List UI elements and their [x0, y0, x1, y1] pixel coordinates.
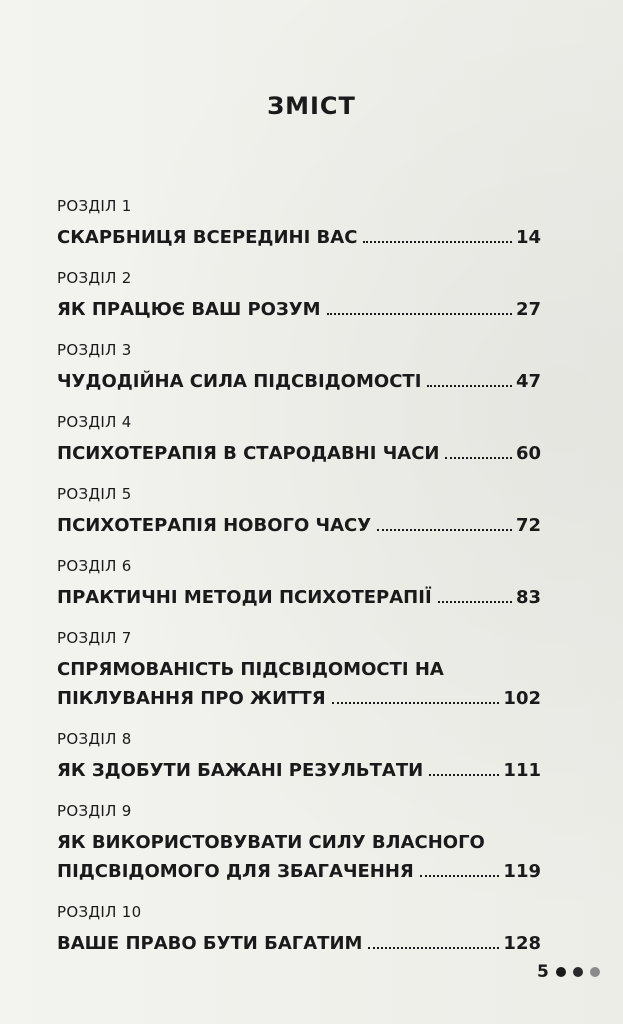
chapter-title-line: СКАРБНИЦЯ ВСЕРЕДИНІ ВАС — [57, 227, 358, 248]
dot-leader — [420, 875, 500, 877]
dot-leader — [429, 774, 499, 776]
chapter-title-line: ЯК ЗДОБУТИ БАЖАНІ РЕЗУЛЬТАТИ — [57, 760, 424, 781]
page-ref: 14 — [515, 227, 541, 248]
page-ref: 111 — [503, 760, 541, 781]
chapter-label: РОЗДІЛ 4 — [57, 413, 132, 431]
page-ref: 83 — [515, 587, 541, 608]
dot-leader — [363, 241, 512, 243]
page-footer — [537, 962, 600, 982]
chapter-title-row — [57, 439, 541, 468]
toc-entry — [57, 729, 541, 785]
toc-entry — [57, 484, 541, 540]
page-ref: 72 — [515, 515, 541, 536]
page-ref: 27 — [515, 299, 541, 320]
chapter-title-line: ПІДСВІДОМОГО ДЛЯ ЗБАГАЧЕННЯ — [57, 861, 414, 882]
dot-leader — [377, 529, 512, 531]
chapter-label: РОЗДІЛ 1 — [57, 197, 132, 215]
chapter-label: РОЗДІЛ 8 — [57, 730, 132, 748]
chapter-title-row — [57, 929, 541, 958]
dot-leader — [427, 385, 512, 387]
toc-entry — [57, 801, 541, 886]
dot-leader — [368, 947, 499, 949]
dot-leader — [445, 457, 511, 459]
chapter-label: РОЗДІЛ 5 — [57, 485, 132, 503]
toc-entry — [57, 268, 541, 324]
toc-entry — [57, 556, 541, 612]
toc-entry — [57, 196, 541, 252]
page-ref: 102 — [503, 688, 541, 709]
toc-list — [57, 196, 541, 974]
chapter-label: РОЗДІЛ 3 — [57, 341, 132, 359]
chapter-title-row — [57, 756, 541, 785]
chapter-label: РОЗДІЛ 6 — [57, 557, 132, 575]
dot-1 — [556, 967, 566, 977]
page-number: 5 — [537, 962, 549, 982]
chapter-title-row — [57, 857, 541, 886]
page-ref: 47 — [515, 371, 541, 392]
chapter-title-row — [57, 684, 541, 713]
chapter-label: РОЗДІЛ 10 — [57, 903, 142, 921]
chapter-title-line: ПРАКТИЧНІ МЕТОДИ ПСИХОТЕРАПІЇ — [57, 587, 432, 608]
chapter-title-line: ПІКЛУВАННЯ ПРО ЖИТТЯ — [57, 688, 326, 709]
chapter-title-row — [57, 583, 541, 612]
toc-title: ЗМІСТ — [267, 92, 356, 120]
chapter-title-line: ВАШЕ ПРАВО БУТИ БАГАТИМ — [57, 933, 363, 954]
dot-3 — [590, 967, 600, 977]
toc-entry — [57, 628, 541, 713]
dot-leader — [327, 313, 512, 315]
dot-leader — [332, 702, 500, 704]
chapter-title-row — [57, 295, 541, 324]
page-ref: 119 — [503, 861, 541, 882]
chapter-title-line: ЯК ПРАЦЮЄ ВАШ РОЗУМ — [57, 299, 321, 320]
chapter-title-row — [57, 511, 541, 540]
chapter-title-line: СПРЯМОВАНІСТЬ ПІДСВІДОМОСТІ НА — [57, 659, 444, 680]
page-ref: 128 — [503, 933, 541, 954]
chapter-title-line: ПСИХОТЕРАПІЯ НОВОГО ЧАСУ — [57, 515, 372, 536]
chapter-label: РОЗДІЛ 9 — [57, 802, 132, 820]
chapter-label: РОЗДІЛ 7 — [57, 629, 132, 647]
chapter-title-line: ЧУДОДІЙНА СИЛА ПІДСВІДОМОСТІ — [57, 371, 422, 392]
toc-entry — [57, 340, 541, 396]
toc-entry — [57, 902, 541, 958]
dot-2 — [573, 967, 583, 977]
chapter-label: РОЗДІЛ 2 — [57, 269, 132, 287]
chapter-title-row — [57, 367, 541, 396]
page-ref: 60 — [515, 443, 541, 464]
chapter-title-row — [57, 223, 541, 252]
chapter-title-line: ПСИХОТЕРАПІЯ В СТАРОДАВНІ ЧАСИ — [57, 443, 440, 464]
dot-leader — [438, 601, 512, 603]
toc-entry — [57, 412, 541, 468]
chapter-title-line: ЯК ВИКОРИСТОВУВАТИ СИЛУ ВЛАСНОГО — [57, 832, 485, 853]
